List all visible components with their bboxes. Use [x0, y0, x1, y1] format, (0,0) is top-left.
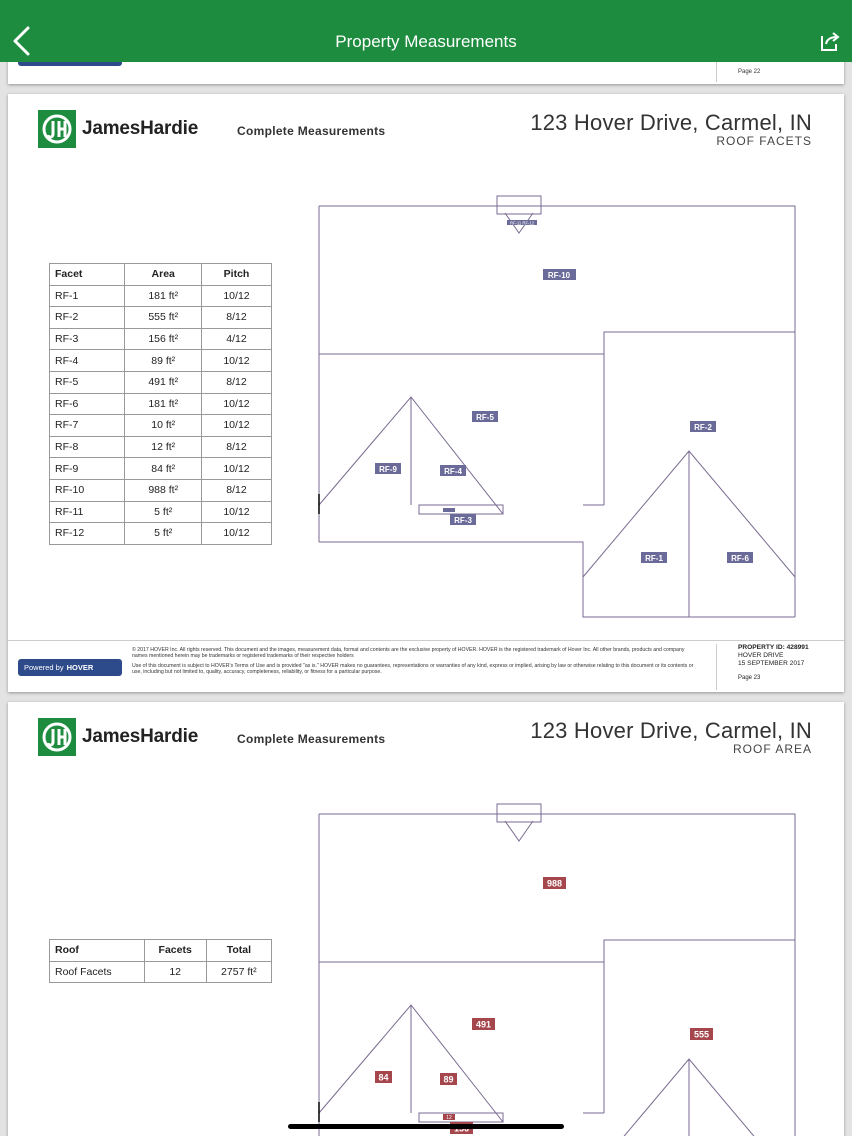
facet-label-rf5 — [472, 411, 498, 422]
svg-text:89: 89 — [443, 1074, 454, 1085]
area-cell: 555 ft² — [125, 307, 202, 329]
pitch-cell: 10/12 — [201, 393, 271, 415]
brand-name: JamesHardie — [82, 118, 199, 139]
svg-text:RF-2: RF-2 — [694, 423, 712, 432]
terms-text: Use of this document is subject to HOVER's Terms of Use and is provided "as is." HOVER makes no guarantees, representations or warranties of any kind, express or implied, arising by law or otherwise relating to this document or its contents or use, including but not limited to, quality, accuracy, completeness, reliability, or fitness for a particular purpose. — [132, 662, 694, 675]
pitch-cell: 10/12 — [201, 285, 271, 307]
facet-label-rf4 — [440, 465, 466, 476]
area-cell: 84 ft² — [125, 458, 202, 480]
section-title: ROOF AREA — [732, 742, 812, 756]
svg-text:RF-5: RF-5 — [476, 413, 494, 422]
roof-area-page — [8, 702, 844, 1136]
area-cell: 988 ft² — [125, 479, 202, 501]
nav-bar — [0, 0, 852, 62]
facet-label-rf3 — [450, 514, 476, 525]
svg-text:RF-10: RF-10 — [547, 271, 571, 280]
facet-cell: RF-7 — [50, 415, 125, 437]
pitch-cell: 10/12 — [201, 501, 271, 523]
svg-text:988: 988 — [546, 878, 563, 889]
facet-label-rf6 — [727, 552, 753, 563]
area-label-89 — [440, 1073, 457, 1085]
svg-text:RF-1: RF-1 — [645, 554, 663, 563]
property-name: HOVER DRIVE — [738, 652, 784, 659]
area-cell: 181 ft² — [125, 285, 202, 307]
property-id: PROPERTY ID: 428991 — [738, 644, 809, 651]
legal-text — [132, 647, 698, 678]
roof-facets-page — [8, 94, 844, 692]
facet-label-rf2 — [690, 421, 716, 432]
svg-text:RF-4: RF-4 — [444, 467, 462, 476]
report-date: 15 SEPTEMBER 2017 — [738, 660, 805, 667]
area-label-555 — [690, 1028, 713, 1040]
brand-name: JamesHardie — [82, 726, 199, 747]
nav-title: Property Measurements — [335, 32, 517, 51]
facet-cell: RF-9 — [50, 458, 125, 480]
pitch-cell: 10/12 — [201, 350, 271, 372]
area-cell: 5 ft² — [125, 501, 202, 523]
home-indicator[interactable] — [288, 1124, 564, 1129]
area-cell: 491 ft² — [125, 371, 202, 393]
roof-facets-diagram — [8, 94, 844, 640]
svg-text:RF-11 RF-12: RF-11 RF-12 — [509, 220, 535, 226]
page-number: Page 23 — [738, 675, 761, 681]
svg-text:RF-9: RF-9 — [379, 465, 397, 474]
property-address: 123 Hover Drive, Carmel, IN — [530, 110, 812, 135]
roof-cell: Roof Facets — [50, 961, 145, 983]
facets-cell: 12 — [144, 961, 206, 983]
area-cell: 156 ft² — [125, 328, 202, 350]
area-cell: 10 ft² — [125, 415, 202, 437]
svg-text:84: 84 — [378, 1072, 389, 1083]
area-cell: 181 ft² — [125, 393, 202, 415]
facet-label-rf1 — [641, 552, 667, 563]
pitch-cell: 4/12 — [201, 328, 271, 350]
badge-brand: HOVER — [66, 663, 94, 672]
column-header: Facets — [144, 940, 206, 962]
facet-label-rf10 — [543, 269, 576, 280]
copyright-text: © 2017 HOVER Inc. All rights reserved. This document and the images, measurement data, format and contents are the exclusive property of HOVER. HOVER is the registered trademark of Hover Inc. All other brands, products and company names mentioned herein may be trademarks or registered trademarks of their respective holders — [132, 647, 685, 660]
area-cell: 5 ft² — [125, 523, 202, 545]
facet-label-rf11-rf12 — [507, 220, 537, 225]
pitch-cell: 10/12 — [201, 415, 271, 437]
page-number: Page 22 — [738, 69, 761, 75]
column-header: Roof — [50, 940, 145, 962]
facet-cell: RF-8 — [50, 436, 125, 458]
share-icon[interactable] — [818, 30, 842, 54]
area-label-491 — [472, 1018, 495, 1030]
pitch-cell: 8/12 — [201, 479, 271, 501]
column-header: Pitch — [201, 264, 271, 286]
facet-cell: RF-1 — [50, 285, 125, 307]
property-address: 123 Hover Drive, Carmel, IN — [530, 718, 812, 743]
doc-type: Complete Measurements — [237, 124, 386, 138]
area-label-84 — [375, 1071, 392, 1083]
facet-label-rf9 — [375, 463, 401, 474]
pitch-cell: 8/12 — [201, 436, 271, 458]
facet-cell: RF-3 — [50, 328, 125, 350]
facet-label-rf7-rf8 — [443, 508, 455, 512]
area-cell: 12 ft² — [125, 436, 202, 458]
section-title: ROOF FACETS — [716, 134, 812, 148]
column-header: Total — [206, 940, 271, 962]
doc-type: Complete Measurements — [237, 732, 386, 746]
powered-by-hover-badge[interactable] — [18, 659, 122, 676]
roof-area-diagram — [8, 702, 844, 1136]
facet-cell: RF-10 — [50, 479, 125, 501]
pitch-cell: 8/12 — [201, 307, 271, 329]
facet-cell: RF-4 — [50, 350, 125, 372]
pitch-cell: 8/12 — [201, 371, 271, 393]
column-header: Facet — [50, 264, 125, 286]
badge-prefix: Powered by — [24, 663, 64, 672]
svg-text:555: 555 — [693, 1029, 710, 1040]
facet-cell: RF-2 — [50, 307, 125, 329]
facet-cell: RF-5 — [50, 371, 125, 393]
svg-text:RF-6: RF-6 — [731, 554, 749, 563]
column-header: Area — [125, 264, 202, 286]
area-label-12 — [443, 1114, 455, 1121]
area-cell: 89 ft² — [125, 350, 202, 372]
facet-cell: RF-6 — [50, 393, 125, 415]
facet-cell: RF-11 — [50, 501, 125, 523]
area-label-988 — [543, 877, 566, 889]
pitch-cell: 10/12 — [201, 458, 271, 480]
svg-text:RF-3: RF-3 — [454, 516, 472, 525]
page-footer — [8, 640, 844, 692]
page-meta — [716, 644, 836, 690]
pitch-cell: 10/12 — [201, 523, 271, 545]
facet-cell: RF-12 — [50, 523, 125, 545]
total-cell: 2757 ft² — [206, 961, 271, 983]
svg-text:12: 12 — [446, 1115, 452, 1121]
svg-text:491: 491 — [475, 1019, 492, 1030]
